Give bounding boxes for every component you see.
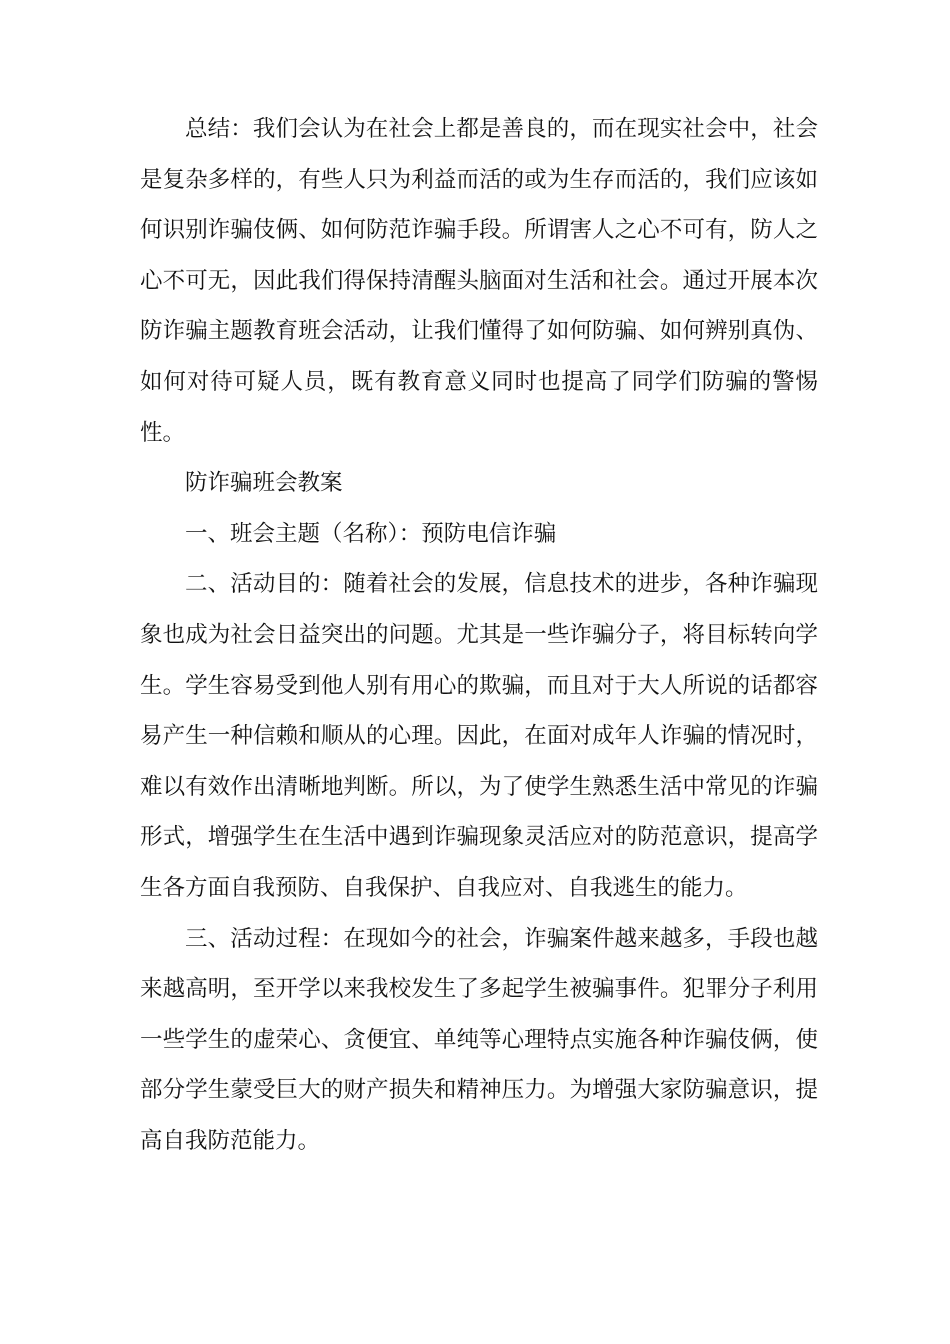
summary-paragraph: 总结：我们会认为在社会上都是善良的，而在现实社会中，社会是复杂多样的，有些人只为利益而活的或为生存而活的，我们应该如何识别诈骗伎俩、如何防范诈骗手段。所谓害人之心不可有，防人之心不可无，因此我们得保持清醒头脑面对生活和社会。通过开展本次防诈骗主题教育班会活动，让我们懂得了如何防骗、如何辨别真伪、如何对待可疑人员，既有教育意义同时也提高了同学们防骗的警惕性。 bbox=[140, 116, 818, 446]
section-2-purpose: 二、活动目的：随着社会的发展，信息技术的进步，各种诈骗现象也成为社会日益突出的问题。尤其是一些诈骗分子，将目标转向学生。学生容易受到他人别有用心的欺骗，而且对于大人所说的话都容易产生一种信赖和顺从的心理。因此，在面对成年人诈骗的情况时，难以有效作出清晰地判断。所以，为了使学生熟悉生活中常见的诈骗形式，增强学生在生活中遇到诈骗现象灵活应对的防范意识，提高学生各方面自我预防、自我保护、自我应对、自我逃生的能力。 bbox=[140, 571, 818, 901]
section-3-process: 三、活动过程：在现如今的社会，诈骗案件越来越多，手段也越来越高明，至开学以来我校发生了多起学生被骗事件。犯罪分子利用一些学生的虚荣心、贪便宜、单纯等心理特点实施各种诈骗伎俩，使部分学生蒙受巨大的财产损失和精神压力。为增强大家防骗意识，提高自我防范能力。 bbox=[140, 925, 818, 1154]
document-page bbox=[140, 104, 818, 1166]
lesson-plan-title: 防诈骗班会教案 bbox=[185, 470, 343, 497]
section-1-theme: 一、班会主题（名称）：预防电信诈骗 bbox=[185, 520, 557, 547]
